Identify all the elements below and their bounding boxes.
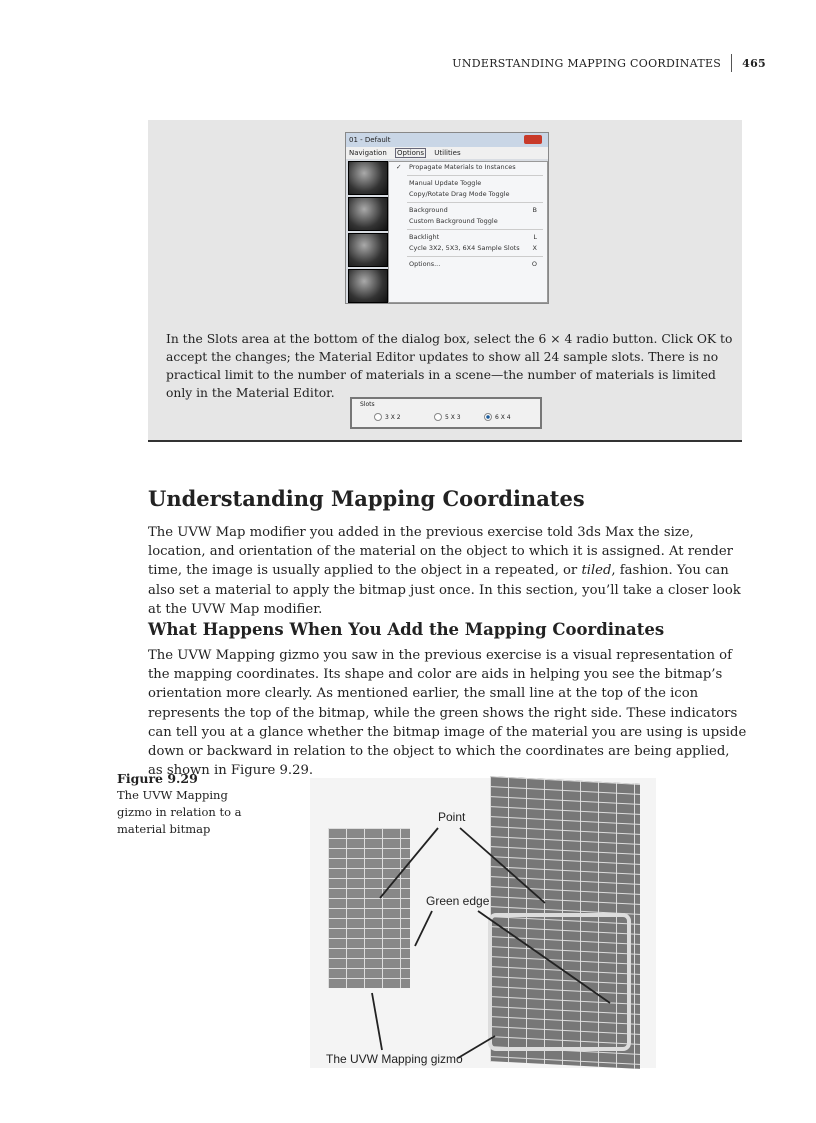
figure-number: Figure 9.29: [117, 771, 198, 786]
menu-separator: [407, 256, 543, 257]
menu-item: [389, 162, 547, 173]
menu-item-label: Backlight: [409, 233, 440, 241]
menu-separator: [407, 229, 543, 230]
figure-caption: [117, 770, 247, 838]
menu-item: [389, 259, 547, 270]
note-text: In the Slots area at the bottom of the dialog box, select the 6 × 4 radio button. Click OK to accept the changes; the Material Editor updates to show all 24 sample slots. There is no practical limit to the number of materials in a scene—the number of materials is limited only in the Material Editor.: [166, 332, 733, 400]
shortcut: B: [532, 206, 537, 214]
radio-5x3: 5 X 3: [434, 413, 461, 421]
arrow-green-edge-left: [415, 911, 432, 946]
sample-slots: [348, 161, 388, 299]
section-paragraph: The UVW Map modifier you added in the previous exercise told 3ds Max the size, location, and orientation of the material on the object to which it is assigned. At render time, the image is usually applied to the object in a repeated, or tiled, fashion. You can also set a material to apply the bitmap just once. In this section, you’ll take a closer look at the UVW Map modifier.: [148, 525, 741, 617]
running-title: UNDERSTANDING MAPPING COORDINATES: [452, 56, 722, 70]
arrow-point-left: [380, 828, 438, 898]
arrow-green-edge-right: [478, 911, 610, 1003]
menu-item-label: Copy/Rotate Drag Mode Toggle: [409, 190, 510, 198]
label-point: Point: [438, 810, 466, 824]
menu-options: Options: [397, 149, 425, 157]
subsection-heading: What Happens When You Add the Mapping Coordinates: [148, 620, 665, 639]
header-divider: [731, 54, 732, 72]
menu-item-label: Manual Update Toggle: [409, 179, 482, 187]
arrow-gizmo-left: [372, 993, 382, 1050]
section-heading: Understanding Mapping Coordinates: [148, 486, 585, 511]
shortcut: X: [532, 244, 537, 252]
menu-item-label: Background: [409, 206, 448, 214]
sample-sphere: [348, 197, 388, 231]
running-header: [452, 54, 766, 72]
menu-item: [389, 232, 547, 243]
page-number: 465: [742, 56, 766, 70]
menu-item: [389, 243, 547, 254]
material-editor-screenshot: [345, 132, 549, 304]
menu-bar: [346, 147, 548, 159]
menu-separator: [407, 202, 543, 203]
menu-item: [389, 189, 547, 200]
menu-item-label: Cycle 3X2, 5X3, 6X4 Sample Slots: [409, 244, 520, 252]
figure-caption-text: The UVW Mapping gizmo in relation to a material bitmap: [117, 788, 242, 836]
menu-item: [389, 178, 547, 189]
menu-item-label: Options...: [409, 260, 441, 268]
options-menu: [388, 161, 548, 303]
dialog-title: 01 - Default: [346, 133, 548, 147]
subsection-paragraph: The UVW Mapping gizmo you saw in the previous exercise is a visual representation of the mapping coordinates. Its shape and color are aids in helping you see the bitmap’s orientation more clearly. As mentioned earlier, the small line at the top of the icon represents the top of the bitmap, while the green shows the right side. These indicators can tell you at a glance whether the bitmap image of the material you are using is upside down or backward in relation to the object to which the coordinates are being applied, as shown in Figure 9.29.: [148, 648, 747, 779]
label-gizmo: The UVW Mapping gizmo: [326, 1052, 463, 1066]
sample-sphere: [348, 269, 388, 303]
shortcut: O: [531, 260, 537, 268]
shortcut: L: [533, 233, 537, 241]
close-icon: [524, 135, 542, 144]
arrow-gizmo-right: [458, 1036, 495, 1058]
check-icon: ✓: [396, 163, 402, 171]
radio-3x2: 3 X 2: [374, 413, 401, 421]
menu-item: [389, 216, 547, 227]
menu-utilities: Utilities: [434, 149, 461, 157]
menu-item-label: Propagate Materials to Instances: [409, 163, 516, 171]
slots-group-screenshot: [350, 397, 542, 429]
menu-item-label: Custom Background Toggle: [409, 217, 498, 225]
menu-separator: [407, 175, 543, 176]
sample-sphere: [348, 233, 388, 267]
menu-navigation: Navigation: [349, 149, 387, 157]
figure-image: [310, 778, 656, 1068]
label-green-edge: Green edge: [426, 894, 490, 908]
menu-item: [389, 205, 547, 216]
note-box: [148, 120, 742, 442]
annotation-arrows: [310, 778, 656, 1068]
sample-sphere: [348, 161, 388, 195]
arrow-point-right: [460, 828, 545, 903]
radio-6x4: 6 X 4: [484, 413, 511, 421]
slots-label: Slots: [360, 401, 375, 408]
